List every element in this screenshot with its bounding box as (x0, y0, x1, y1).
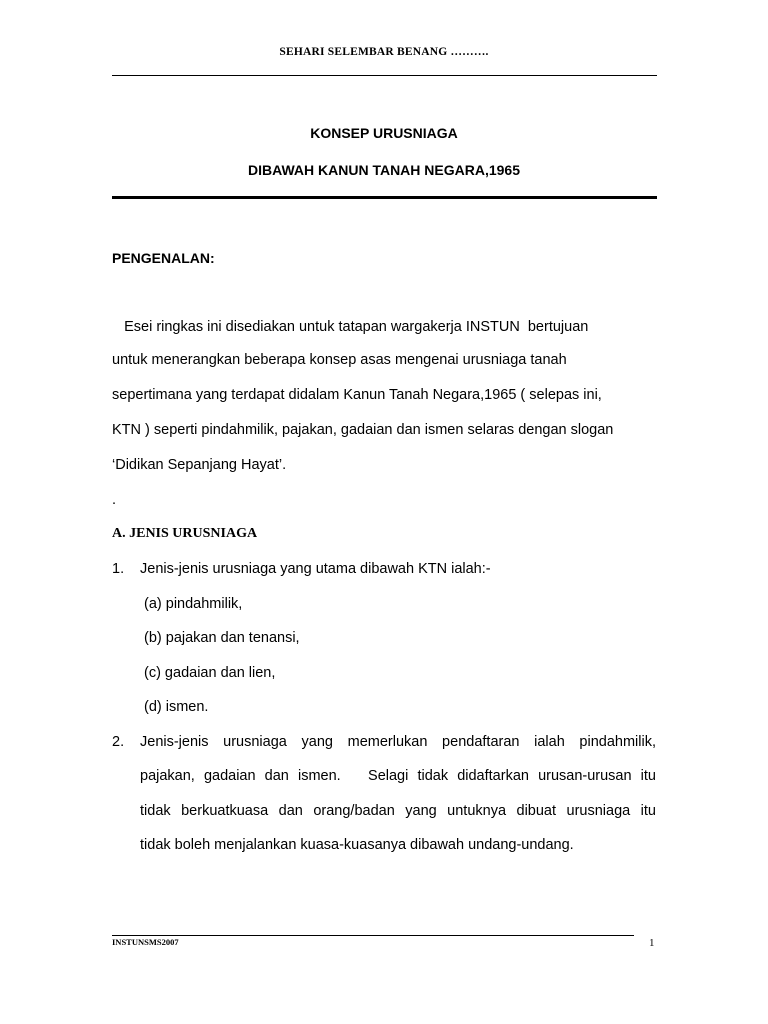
title-line-1: KONSEP URUSNIAGA (310, 125, 458, 141)
intro-heading: PENGENALAN: (112, 250, 215, 266)
page-number: 1 (649, 937, 655, 949)
subitem-c: (c) gadaian dan lien, (144, 665, 276, 681)
item-2-line-4: tidak boleh menjalankan kuasa-kuasanya dibawah undang-undang. (140, 837, 574, 853)
intro-line-3: sepertimana yang terdapat didalam Kanun Tanah Negara,1965 ( selepas ini, (112, 387, 602, 403)
subitem-d: (d) ismen. (144, 699, 209, 715)
item-1-number: 1. (112, 561, 125, 577)
item-2-number: 2. (112, 734, 125, 750)
item-2-line-2: pajakan, gadaian dan ismen. Selagi tidak didaftarkan urusan-urusan itu (140, 768, 656, 784)
subitem-a: (a) pindahmilik, (144, 596, 243, 612)
header-rule (112, 75, 657, 76)
item-2-line-3: tidak berkuatkuasa dan orang/badan yang untuknya dibuat urusniaga itu (140, 803, 656, 819)
section-a-heading: A. JENIS URUSNIAGA (112, 526, 258, 541)
stray-dot: . (112, 492, 117, 508)
intro-line-5: ‘Didikan Sepanjang Hayat’. (112, 457, 287, 473)
intro-line-2: untuk menerangkan beberapa konsep asas mengenai urusniaga tanah (112, 352, 567, 368)
title-rule (112, 196, 657, 199)
footer-rule (112, 935, 634, 936)
item-2-line-1: Jenis-jenis urusniaga yang memerlukan pendaftaran ialah pindahmilik, (140, 734, 656, 750)
item-1-text: Jenis-jenis urusniaga yang utama dibawah KTN ialah:- (140, 561, 491, 577)
running-header: SEHARI SELEMBAR BENANG ………. (279, 46, 489, 58)
title-line-2: DIBAWAH KANUN TANAH NEGARA,1965 (248, 162, 520, 178)
intro-line-4: KTN ) seperti pindahmilik, pajakan, gadaian dan ismen selaras dengan slogan (112, 422, 614, 438)
subitem-b: (b) pajakan dan tenansi, (144, 630, 300, 646)
intro-line-1: Esei ringkas ini disediakan untuk tatapan wargakerja INSTUN bertujuan (112, 319, 589, 335)
footer-code: INSTUNSMS2007 (112, 937, 179, 947)
